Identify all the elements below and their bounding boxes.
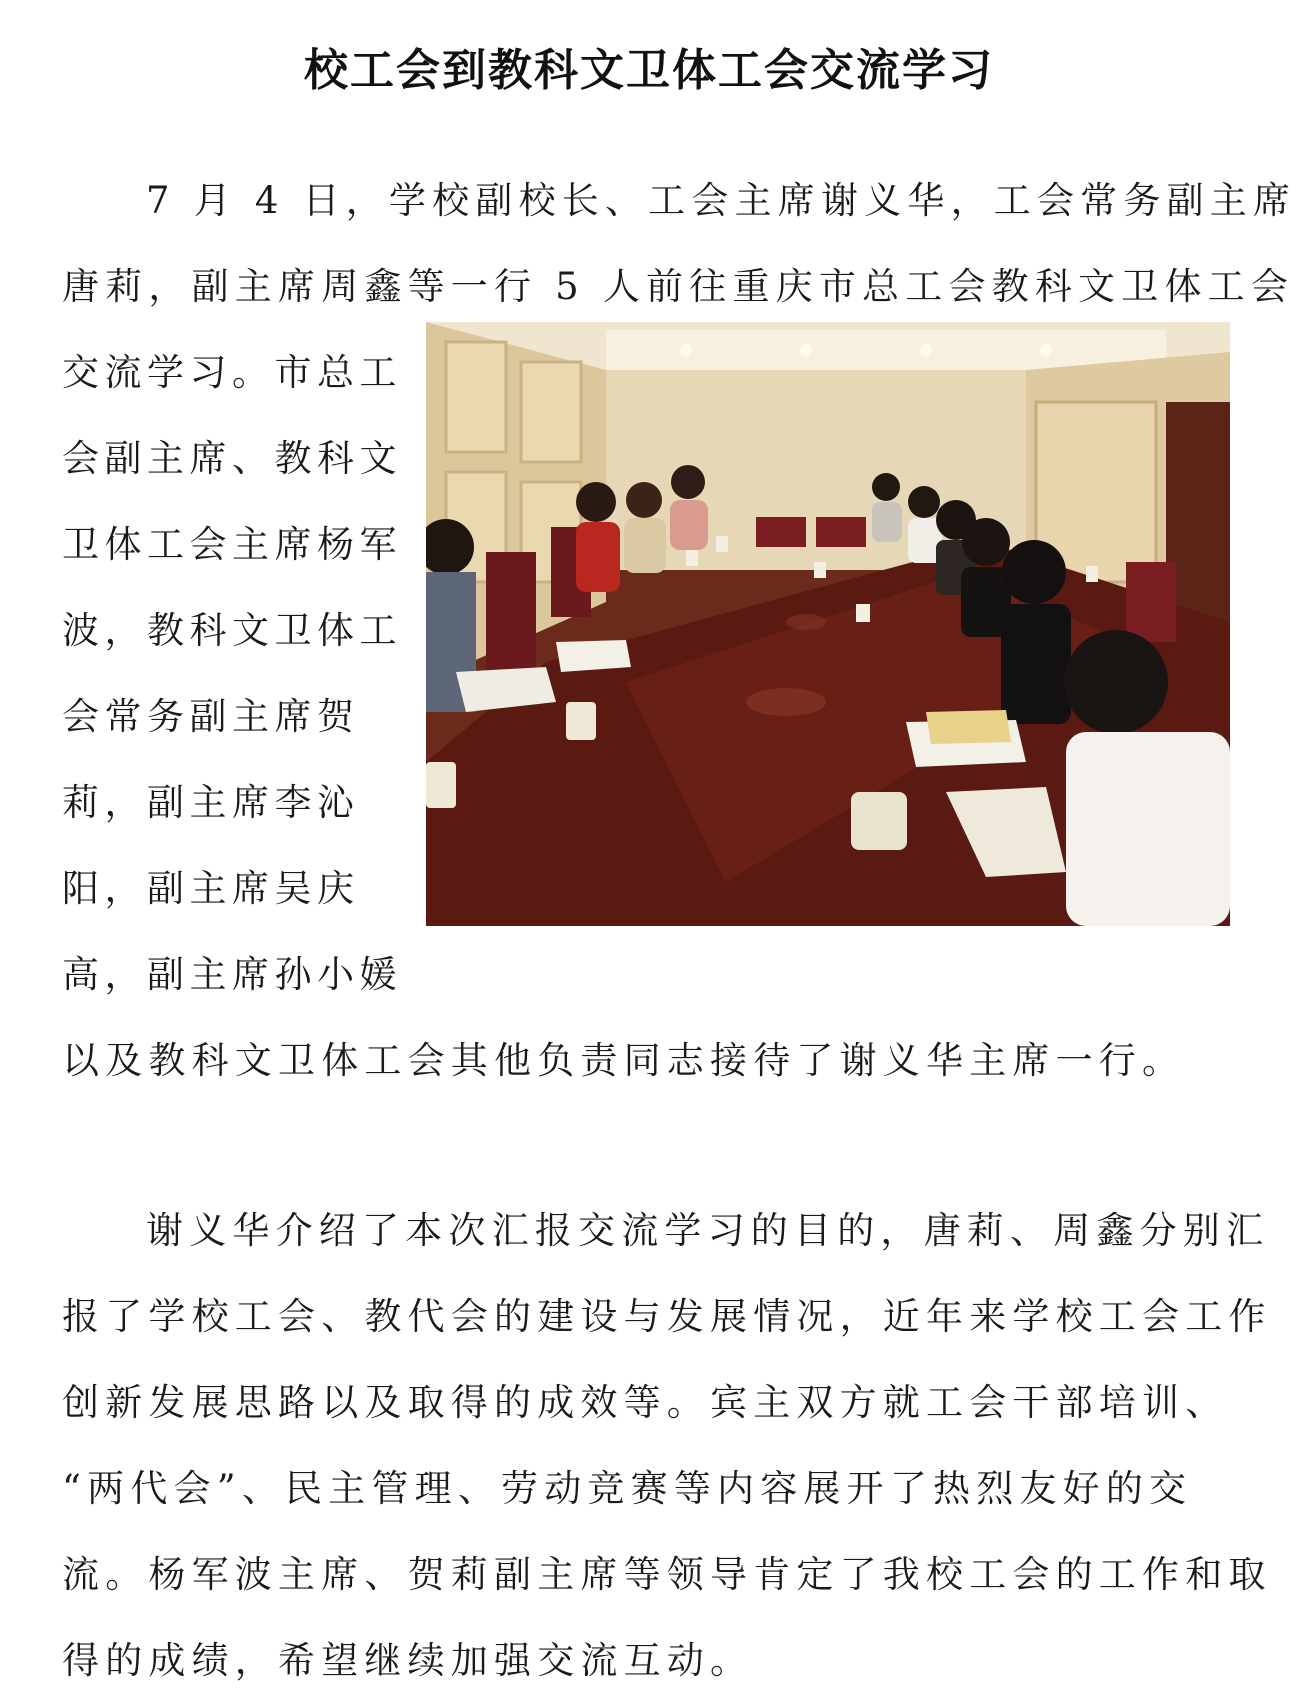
- paragraph-1-line: 莉，副主席李沁: [62, 781, 360, 824]
- paragraph-1-line: 高，副主席孙小媛: [62, 953, 402, 996]
- article-title: 校工会到教科文卫体工会交流学习: [304, 45, 994, 96]
- paragraph-2-line: 报了学校工会、教代会的建设与发展情况，近年来学校工会工作: [62, 1295, 1272, 1338]
- paragraph-2-line: 创新发展思路以及取得的成效等。宾主双方就工会干部培训、: [62, 1381, 1229, 1424]
- meeting-photo-icon: [426, 322, 1230, 926]
- paragraph-1-line: 波，教科文卫体工: [62, 609, 402, 652]
- meeting-photo: [426, 322, 1230, 926]
- paragraph-1-line: 会常务副主席贺: [62, 695, 360, 738]
- paragraph-2-line: 谢义华介绍了本次汇报交流学习的目的，唐莉、周鑫分别汇: [146, 1209, 1270, 1252]
- paragraph-2-line: 流。杨军波主席、贺莉副主席等领导肯定了我校工会的工作和取: [62, 1553, 1272, 1596]
- paragraph-1-line: 交流学习。市总工: [62, 351, 402, 394]
- paragraph-1-line: 阳，副主席吴庆: [62, 867, 360, 910]
- paragraph-1-line: 卫体工会主席杨军: [62, 523, 402, 566]
- paragraph-1-line: 7 月 4 日，学校副校长、工会主席谢义华，工会常务副主席: [146, 179, 1297, 222]
- paragraph-1-line: 以及教科文卫体工会其他负责同志接待了谢义华主席一行。: [62, 1039, 1186, 1082]
- paragraph-1-line: 唐莉，副主席周鑫等一行 5 人前往重庆市总工会教科文卫体工会: [62, 265, 1295, 308]
- paragraph-1-line: 会副主席、教科文: [62, 437, 402, 480]
- paragraph-2-line: 得的成绩，希望继续加强交流互动。: [62, 1639, 754, 1682]
- paragraph-2-line: “两代会”、民主管理、劳动竞赛等内容展开了热烈友好的交: [62, 1467, 1193, 1510]
